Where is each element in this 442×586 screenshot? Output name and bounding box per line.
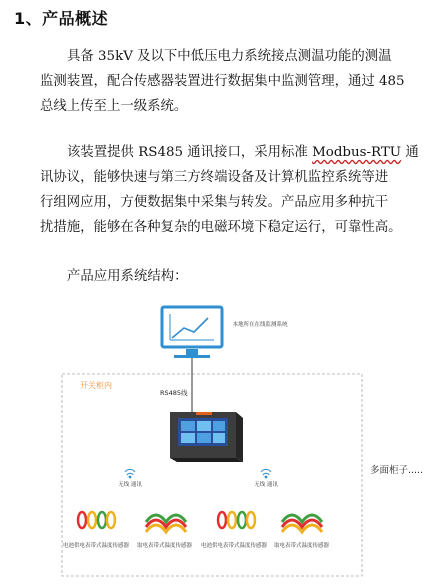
sensor-label-2: 取电表带式温度传感器 <box>137 543 193 549</box>
para1-line1: 具备 35kV 及以下中低压电力系统接点测温功能的测温 <box>67 49 392 64</box>
battery-sensor-icon-2 <box>218 512 255 528</box>
cabinet-label: 开关柜内 <box>80 381 112 390</box>
sensor-label-1: 电池供电表带式温度传感器 <box>63 543 130 549</box>
rs485-label: RS485线 <box>160 389 188 397</box>
para1-line3: 总线上传至上一级系统。 <box>40 99 188 114</box>
modbus-rtu-text: Modbus-RTU <box>312 145 402 160</box>
para2-line1-text: 该装置提供 RS485 通讯接口，采用标准 <box>67 145 313 160</box>
section-heading: 1、产品概述 <box>14 9 109 28</box>
measurement-device-icon <box>170 412 243 462</box>
wireless-label-left: 无线 通讯 <box>118 482 142 488</box>
sensor-label-4: 取电表带式温度传感器 <box>274 543 330 549</box>
para2-line2: 讯协议，能够快速与第三方终端设备及计算机监控系统等进 <box>40 170 389 185</box>
monitor-icon <box>162 307 222 358</box>
wifi-icon-right <box>261 469 271 478</box>
band-sensor-icon-1 <box>146 515 186 532</box>
battery-sensor-icon-1 <box>78 512 115 528</box>
multi-cabinet-label: 多面柜子..... <box>370 465 424 476</box>
wifi-icon-left <box>125 469 135 478</box>
monitor-label: 本地所在在线监测系统 <box>232 322 288 328</box>
para2-line4: 扰措施，能够在各种复杂的电磁环境下稳定运行，可靠性高。 <box>40 220 402 235</box>
wireless-label-right: 无线 通讯 <box>254 482 278 488</box>
para2-line3: 行组网应用，方便数据集中采集与转发。产品应用多种抗干 <box>40 195 389 210</box>
para2-line1-tail: 通 <box>401 145 419 160</box>
band-sensor-icon-2 <box>282 515 322 532</box>
sensor-label-3: 电池供电表带式温度传感器 <box>201 543 268 549</box>
para1-line2: 监测装置，配合传感器装置进行数据集中监测管理，通过 485 <box>40 74 405 89</box>
para3-line1: 产品应用系统结构： <box>67 269 188 284</box>
